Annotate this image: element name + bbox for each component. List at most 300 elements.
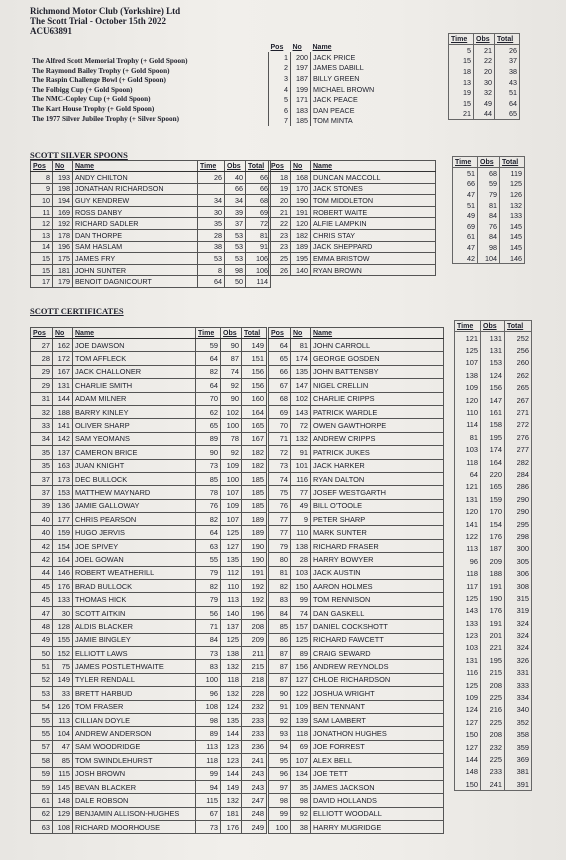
obs-penalty-cell: 132 [221,687,242,700]
result-row [269,116,446,127]
obs-penalty-cell: 187 [481,543,505,555]
score-row [449,45,520,56]
obs-penalty-cell: 232 [481,741,505,753]
obs-penalty-cell: 140 [221,606,242,619]
result-row [31,419,267,432]
rider-number-cell: 162 [53,339,73,352]
rider-number-cell: 33 [53,687,73,700]
result-row [31,553,267,566]
obs-penalty-cell: 138 [221,646,242,659]
time-penalty-cell: 66 [453,179,478,190]
score-row [455,592,532,604]
obs-penalty-cell: 225 [481,753,505,765]
position-cell: 67 [269,379,291,392]
time-penalty-cell: 124 [455,704,481,716]
rider-number-cell: 118 [291,727,311,740]
total-score-cell: 331 [505,667,532,679]
time-penalty-cell: 115 [196,794,221,807]
rider-name-cell: MATTHEW MAYNARD [73,486,196,499]
time-penalty-cell: 76 [196,499,221,512]
obs-penalty-cell: 176 [481,530,505,542]
score-row [455,332,532,345]
total-score-cell: 126 [500,189,525,200]
rider-number-cell: 110 [291,526,311,539]
result-row [269,499,444,512]
result-row [269,183,436,195]
rider-number-cell: 175 [53,253,73,265]
obs-penalty-cell: 112 [221,566,242,579]
result-row [31,794,267,807]
score-row [455,530,532,542]
result-row [31,446,267,459]
obs-penalty-cell: 37 [225,218,246,230]
position-cell: 15 [31,253,53,265]
total-score-cell: 249 [242,821,267,834]
rider-name-cell: TOM MINTA [313,116,353,126]
time-penalty-cell: 73 [196,821,221,834]
total-score-cell: 185 [242,472,267,485]
rider-number-cell: 91 [291,446,311,459]
result-row [31,229,271,241]
time-penalty-cell: 121 [455,481,481,493]
time-penalty-cell: 64 [196,352,221,365]
header-row [455,321,532,332]
club-name: Richmond Motor Club (Yorkshire) Ltd [30,6,181,16]
score-row [455,605,532,617]
result-row [269,241,436,253]
rider-number-cell: 170 [291,183,311,195]
result-row [269,780,444,793]
obs-penalty-cell: 118 [221,673,242,686]
result-row [269,84,446,95]
total-score-cell: 145 [500,242,525,253]
rider-number-cell: 127 [291,673,311,686]
total-score-cell: 106 [246,264,271,276]
position-cell: 84 [269,606,291,619]
time-penalty-cell: 125 [455,592,481,604]
score-row [455,679,532,691]
result-row [269,794,444,807]
position-cell: 92 [269,713,291,726]
total-score-cell: 133 [500,210,525,221]
total-score-cell: 369 [505,753,532,765]
rider-number-cell: 143 [291,405,311,418]
rider-name-cell: JOHN SUNTER [73,264,198,276]
rider-name-cell: JAMES POSTLETHWAITE [73,660,196,673]
total-score-cell: 319 [505,605,532,617]
rider-name-cell: HARRY MUGRIDGE [311,821,444,834]
obs-penalty-cell: 221 [481,642,505,654]
no-column-header: No [291,161,311,172]
time-column-header: Time [198,161,225,172]
rider-number-cell: 132 [291,432,311,445]
obs-penalty-cell: 195 [481,431,505,443]
rider-name-cell: DAN GASKELL [311,606,444,619]
rider-number-cell: 181 [53,264,73,276]
obs-penalty-cell: 174 [481,444,505,456]
rider-name-cell: JOSEF WESTGARTH [311,486,444,499]
result-row [31,172,271,184]
rider-name-cell: JAMIE GALLOWAY [73,499,196,512]
time-penalty-cell: 123 [455,629,481,641]
obs-penalty-cell: 104 [478,253,500,264]
rider-number-cell: 140 [291,264,311,276]
position-cell: 74 [269,472,291,485]
obs-penalty-cell: 220 [481,468,505,480]
position-cell: 68 [269,392,291,405]
rider-number-cell: 104 [53,727,73,740]
rider-name-cell: ROBERT WAITE [311,206,436,218]
header-row [449,34,520,45]
rider-number-cell: 141 [53,419,73,432]
position-cell: 6 [269,105,291,116]
obs-column-header: Obs [474,34,495,45]
rider-number-cell: 171 [291,94,311,105]
rider-name-cell: JAMIE BINGLEY [73,633,196,646]
time-penalty-cell: 131 [455,654,481,666]
position-cell: 44 [31,566,53,579]
rider-number-cell: 120 [291,218,311,230]
trophy-name: The Kart House Trophy (+ Gold Spoon) [32,104,155,113]
rider-number-cell: 77 [291,486,311,499]
rider-number-cell: 152 [53,646,73,659]
total-score-cell: 72 [246,218,271,230]
position-cell: 23 [269,241,291,253]
score-row [449,77,520,88]
position-cell: 15 [31,264,53,276]
obs-penalty-cell: 149 [221,780,242,793]
time-penalty-cell: 61 [453,232,478,243]
position-cell: 25 [269,253,291,265]
position-cell: 76 [269,499,291,512]
time-penalty-cell: 108 [196,700,221,713]
time-penalty-cell: 79 [196,566,221,579]
total-score-cell: 156 [242,365,267,378]
score-row [453,253,525,264]
rider-number-cell: 183 [291,105,311,116]
result-row [269,486,444,499]
total-score-cell: 359 [505,741,532,753]
total-score-cell: 271 [505,406,532,418]
rider-number-cell: 72 [291,419,311,432]
time-penalty-cell: 26 [198,172,225,184]
rider-name-cell: JACK CHALLONER [73,365,196,378]
position-cell: 90 [269,687,291,700]
rider-name-cell: JACK HARKER [311,459,444,472]
position-cell: 40 [31,526,53,539]
rider-number-cell: 102 [291,392,311,405]
rider-name-cell: TOM SWINDLEHURST [73,754,196,767]
score-row [453,179,525,190]
rider-name-cell: BENOIT DAGNICOURT [73,276,198,288]
result-row [31,241,271,253]
result-row [31,195,271,207]
score-row [455,456,532,468]
pos-column-header: Pos [269,161,291,172]
obs-penalty-cell: 154 [481,518,505,530]
rider-name-cell: HUGO JERVIS [73,526,196,539]
result-row [31,365,267,378]
score-row [455,716,532,728]
obs-penalty-cell: 87 [221,352,242,365]
obs-penalty-cell: 131 [481,332,505,345]
rider-number-cell: 35 [291,780,311,793]
rider-number-cell: 113 [53,713,73,726]
total-score-cell: 300 [505,543,532,555]
total-score-cell: 182 [242,459,267,472]
total-score-cell: 277 [505,444,532,456]
score-row [455,555,532,567]
rider-number-cell: 159 [53,526,73,539]
time-penalty-cell: 114 [455,419,481,431]
total-score-cell: 276 [505,431,532,443]
silver-spoons-table-right [268,160,436,276]
total-score-cell: 352 [505,716,532,728]
result-row [31,499,267,512]
position-cell: 66 [269,365,291,378]
rider-name-cell: NIGEL CRELLIN [311,379,444,392]
result-row [269,392,444,405]
trophy-name: The Raymond Bailey Trophy (+ Gold Spoon) [32,66,170,75]
score-row [455,778,532,791]
result-row [269,513,444,526]
rider-name-cell: MARK SUNTER [311,526,444,539]
rider-name-cell: OWEN GAWTHORPE [311,419,444,432]
header-row [453,157,525,168]
rider-name-cell: RYAN BROWN [311,264,436,276]
result-row [269,526,444,539]
rider-name-cell: TOM MIDDLETON [311,195,436,207]
obs-penalty-cell: 241 [481,778,505,791]
position-cell: 33 [31,419,53,432]
position-cell: 10 [31,195,53,207]
rider-number-cell: 150 [291,580,311,593]
score-row [455,357,532,369]
rider-name-cell: RICHARD FRASER [311,539,444,552]
rider-number-cell: 145 [53,780,73,793]
no-column-header: No [53,328,73,339]
result-row [269,539,444,552]
position-cell: 26 [269,264,291,276]
total-score-cell: 308 [505,580,532,592]
total-score-cell: 192 [242,580,267,593]
time-penalty-cell: 30 [198,206,225,218]
rider-name-cell: JACK PEACE [313,95,358,105]
score-row [453,242,525,253]
total-score-cell: 189 [242,513,267,526]
obs-penalty-cell: 21 [474,45,495,56]
time-penalty-cell: 42 [453,253,478,264]
rider-number-cell: 187 [291,73,311,84]
obs-penalty-cell: 107 [221,486,242,499]
obs-penalty-cell: 191 [481,580,505,592]
time-penalty-cell: 109 [455,382,481,394]
result-row [31,780,267,793]
obs-penalty-cell: 100 [221,419,242,432]
result-row [269,405,444,418]
rider-number-cell: 164 [53,553,73,566]
position-cell: 52 [31,673,53,686]
total-score-cell: 340 [505,704,532,716]
total-score-cell: 248 [242,807,267,820]
name-column-header: Name [311,328,444,339]
time-penalty-cell: 21 [449,109,474,120]
rider-name-cell: BILL O'TOOLE [311,499,444,512]
result-row [269,73,446,84]
rider-name-cell: SAM HASLAM [73,241,198,253]
result-row [269,580,444,593]
rider-number-cell: 196 [53,241,73,253]
time-penalty-cell: 96 [196,687,221,700]
position-cell: 48 [31,620,53,633]
position-cell: 64 [269,339,291,352]
time-penalty-cell: 70 [196,392,221,405]
obs-column-header: Obs [478,157,500,168]
total-column-header: Total [495,34,520,45]
rider-number-cell: 156 [291,660,311,673]
rider-name-cell: AARON HOLMES [311,580,444,593]
result-row [31,727,267,740]
rider-number-cell: 193 [53,172,73,184]
position-cell: 98 [269,794,291,807]
total-column-header: Total [242,328,267,339]
time-penalty-cell: 67 [196,807,221,820]
time-penalty-cell: 62 [196,405,221,418]
rider-name-cell: ELLIOTT LAWS [73,646,196,659]
obs-penalty-cell: 188 [481,567,505,579]
name-column-header: Name [312,43,332,51]
position-cell: 35 [31,459,53,472]
position-cell: 39 [31,499,53,512]
total-score-cell: 265 [505,382,532,394]
silver-spoons-scores-right [452,156,525,264]
obs-column-header: Obs [221,328,242,339]
obs-penalty-cell: 90 [221,392,242,405]
obs-penalty-cell: 40 [225,172,246,184]
rider-number-cell: 147 [291,379,311,392]
rider-name-cell: JOE SPIVEY [73,539,196,552]
score-row [455,729,532,741]
event-title: The Scott Trial - October 15th 2022 [30,16,166,26]
time-penalty-cell: 15 [449,98,474,109]
rider-number-cell: 128 [53,620,73,633]
result-row [31,646,267,659]
obs-penalty-cell: 170 [481,505,505,517]
rider-number-cell: 199 [291,84,311,95]
rider-name-cell: JOSH BROWN [73,767,196,780]
result-row [269,172,436,184]
rider-number-cell: 195 [291,253,311,265]
total-score-cell: 290 [505,493,532,505]
rider-name-cell: JAMES JACKSON [311,780,444,793]
obs-penalty-cell: 98 [225,264,246,276]
score-row [455,642,532,654]
rider-name-cell: DANIEL COCKSHOTT [311,620,444,633]
rider-number-cell: 30 [53,606,73,619]
time-penalty-cell: 82 [196,365,221,378]
result-row [269,673,444,686]
rider-name-cell: JOHN BATTENSBY [311,365,444,378]
obs-penalty-cell: 124 [221,700,242,713]
position-cell: 37 [31,472,53,485]
rider-number-cell: 136 [53,499,73,512]
rider-number-cell: 144 [53,392,73,405]
rider-name-cell: EMMA BRISTOW [311,253,436,265]
position-cell: 99 [269,807,291,820]
result-row [269,713,444,726]
result-row [269,63,446,74]
total-score-cell: 114 [246,276,271,288]
rider-number-cell: 149 [53,673,73,686]
score-row [453,168,525,179]
result-row [31,620,267,633]
rider-name-cell: SAM YEOMANS [73,432,196,445]
rider-name-cell: RYAN DALTON [311,472,444,485]
total-score-cell: 69 [246,206,271,218]
rider-name-cell: ADAM MILNER [73,392,196,405]
time-penalty-cell: 53 [198,253,225,265]
total-score-cell: 145 [500,232,525,243]
result-row [269,553,444,566]
total-score-cell: 324 [505,629,532,641]
time-penalty-cell: 34 [198,195,225,207]
obs-penalty-cell: 50 [225,276,246,288]
time-penalty-cell: 64 [198,276,225,288]
result-row [269,646,444,659]
obs-penalty-cell: 208 [481,679,505,691]
result-row [31,218,271,230]
score-row [449,87,520,98]
total-score-cell: 190 [242,539,267,552]
position-cell: 85 [269,620,291,633]
position-cell: 18 [269,172,291,184]
name-column-header: Name [311,161,436,172]
result-row [31,405,267,418]
position-cell: 55 [31,713,53,726]
score-row [455,431,532,443]
total-score-cell: 26 [495,45,520,56]
total-score-cell: 233 [242,713,267,726]
rider-name-cell: BEVAN BLACKER [73,780,196,793]
result-row [31,633,267,646]
total-score-cell: 209 [242,633,267,646]
score-row [455,629,532,641]
rider-number-cell: 185 [291,116,311,127]
position-cell: 13 [31,229,53,241]
time-penalty-cell: 81 [455,431,481,443]
result-row [269,754,444,767]
total-score-cell: 232 [242,700,267,713]
score-row [455,741,532,753]
total-score-cell: 196 [242,606,267,619]
total-score-cell: 132 [500,200,525,211]
total-score-cell: 324 [505,617,532,629]
time-penalty-cell: 47 [453,242,478,253]
obs-penalty-cell: 147 [481,394,505,406]
total-score-cell: 267 [505,394,532,406]
total-score-cell: 64 [495,98,520,109]
position-cell: 23 [269,229,291,241]
result-row [269,379,444,392]
time-penalty-cell: 144 [455,753,481,765]
result-row [269,365,444,378]
time-penalty-cell: 73 [196,459,221,472]
obs-penalty-cell: 190 [481,592,505,604]
time-penalty-cell: 82 [196,580,221,593]
total-score-cell: 298 [505,530,532,542]
rider-name-cell: JOE FORREST [311,740,444,753]
position-cell: 87 [269,646,291,659]
